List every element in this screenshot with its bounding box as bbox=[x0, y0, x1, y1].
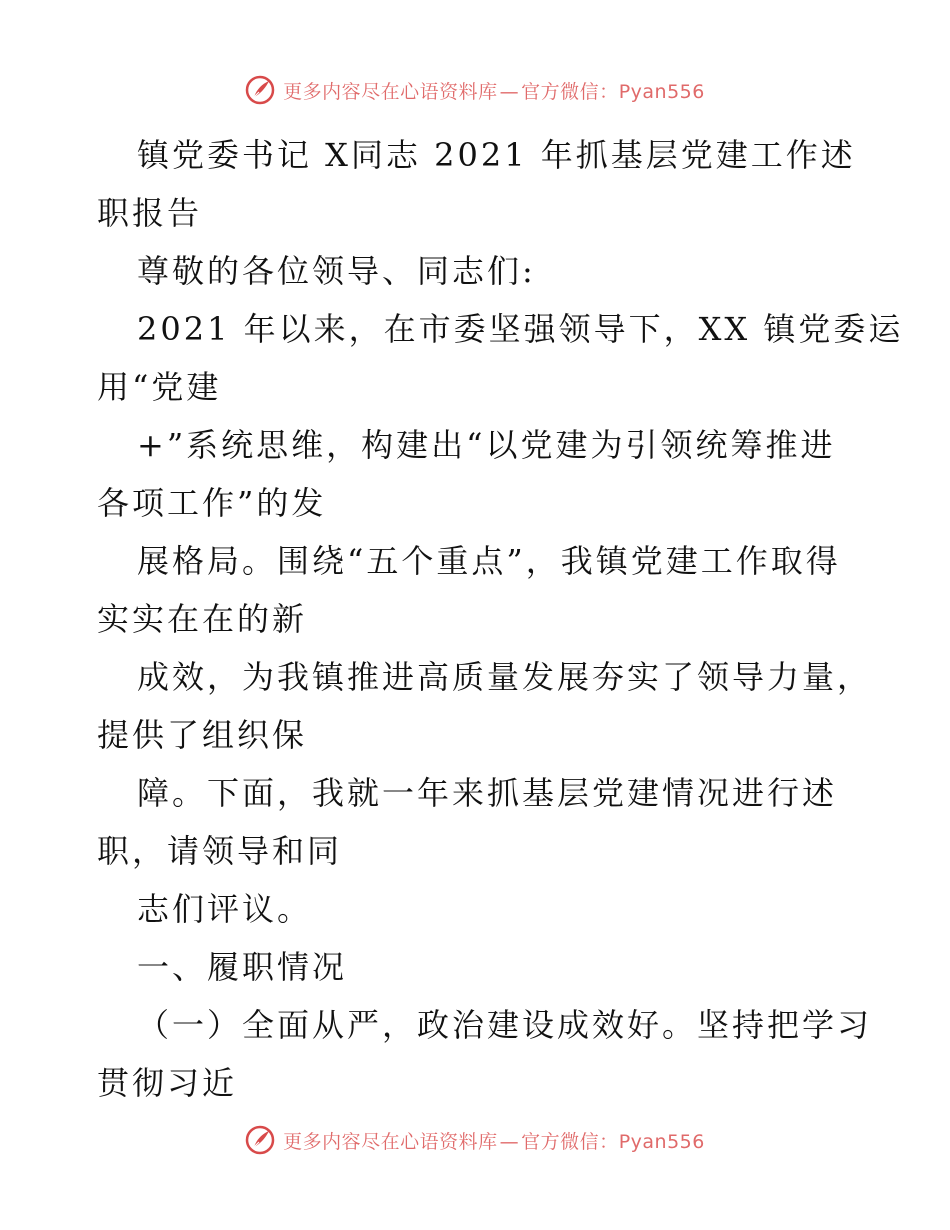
document-title-line-2: 职报告 bbox=[97, 194, 203, 232]
paragraph-line: +”系统思维，构建出“以党建为引领统筹推进 bbox=[137, 426, 836, 464]
subsection-heading: （一）全面从严，政治建设成效好。坚持把学习 bbox=[137, 1006, 873, 1044]
paragraph-line: 用“党建 bbox=[97, 368, 222, 406]
paragraph-line: 志们评议。 bbox=[137, 890, 313, 928]
feather-pen-logo-icon bbox=[245, 1125, 275, 1155]
banner-text: 更多内容尽在心语资料库 — 官方微信：Pyan556 bbox=[283, 80, 705, 103]
paragraph-line: 提供了组织保 bbox=[97, 716, 308, 754]
wechat-id: Pyan556 bbox=[618, 1130, 705, 1153]
header-banner bbox=[0, 70, 950, 110]
salutation: 尊敬的各位领导、同志们: bbox=[137, 252, 536, 290]
paragraph-line: 2021 年以来，在市委坚强领导下，XX 镇党委运 bbox=[137, 310, 904, 348]
paragraph-line: 贯彻习近 bbox=[97, 1064, 238, 1102]
paragraph-line: 障。下面，我就一年来抓基层党建情况进行述 bbox=[137, 774, 838, 812]
footer-banner bbox=[0, 1120, 950, 1160]
section-heading: 一、履职情况 bbox=[137, 948, 348, 986]
banner-text: 更多内容尽在心语资料库 — 官方微信：Pyan556 bbox=[283, 1130, 705, 1153]
paragraph-line: 成效，为我镇推进高质量发展夯实了领导力量， bbox=[137, 658, 873, 696]
document-body bbox=[97, 126, 904, 1112]
paragraph-line: 实实在在的新 bbox=[97, 600, 308, 638]
document-title-line-1: 镇党委书记 X同志 2021 年抓基层党建工作述 bbox=[137, 136, 856, 174]
wechat-id: Pyan556 bbox=[618, 80, 705, 103]
feather-pen-logo-icon bbox=[245, 75, 275, 105]
paragraph-line: 展格局。围绕“五个重点”，我镇党建工作取得 bbox=[137, 542, 841, 580]
paragraph-line: 各项工作”的发 bbox=[97, 484, 327, 522]
paragraph-line: 职，请领导和同 bbox=[97, 832, 343, 870]
